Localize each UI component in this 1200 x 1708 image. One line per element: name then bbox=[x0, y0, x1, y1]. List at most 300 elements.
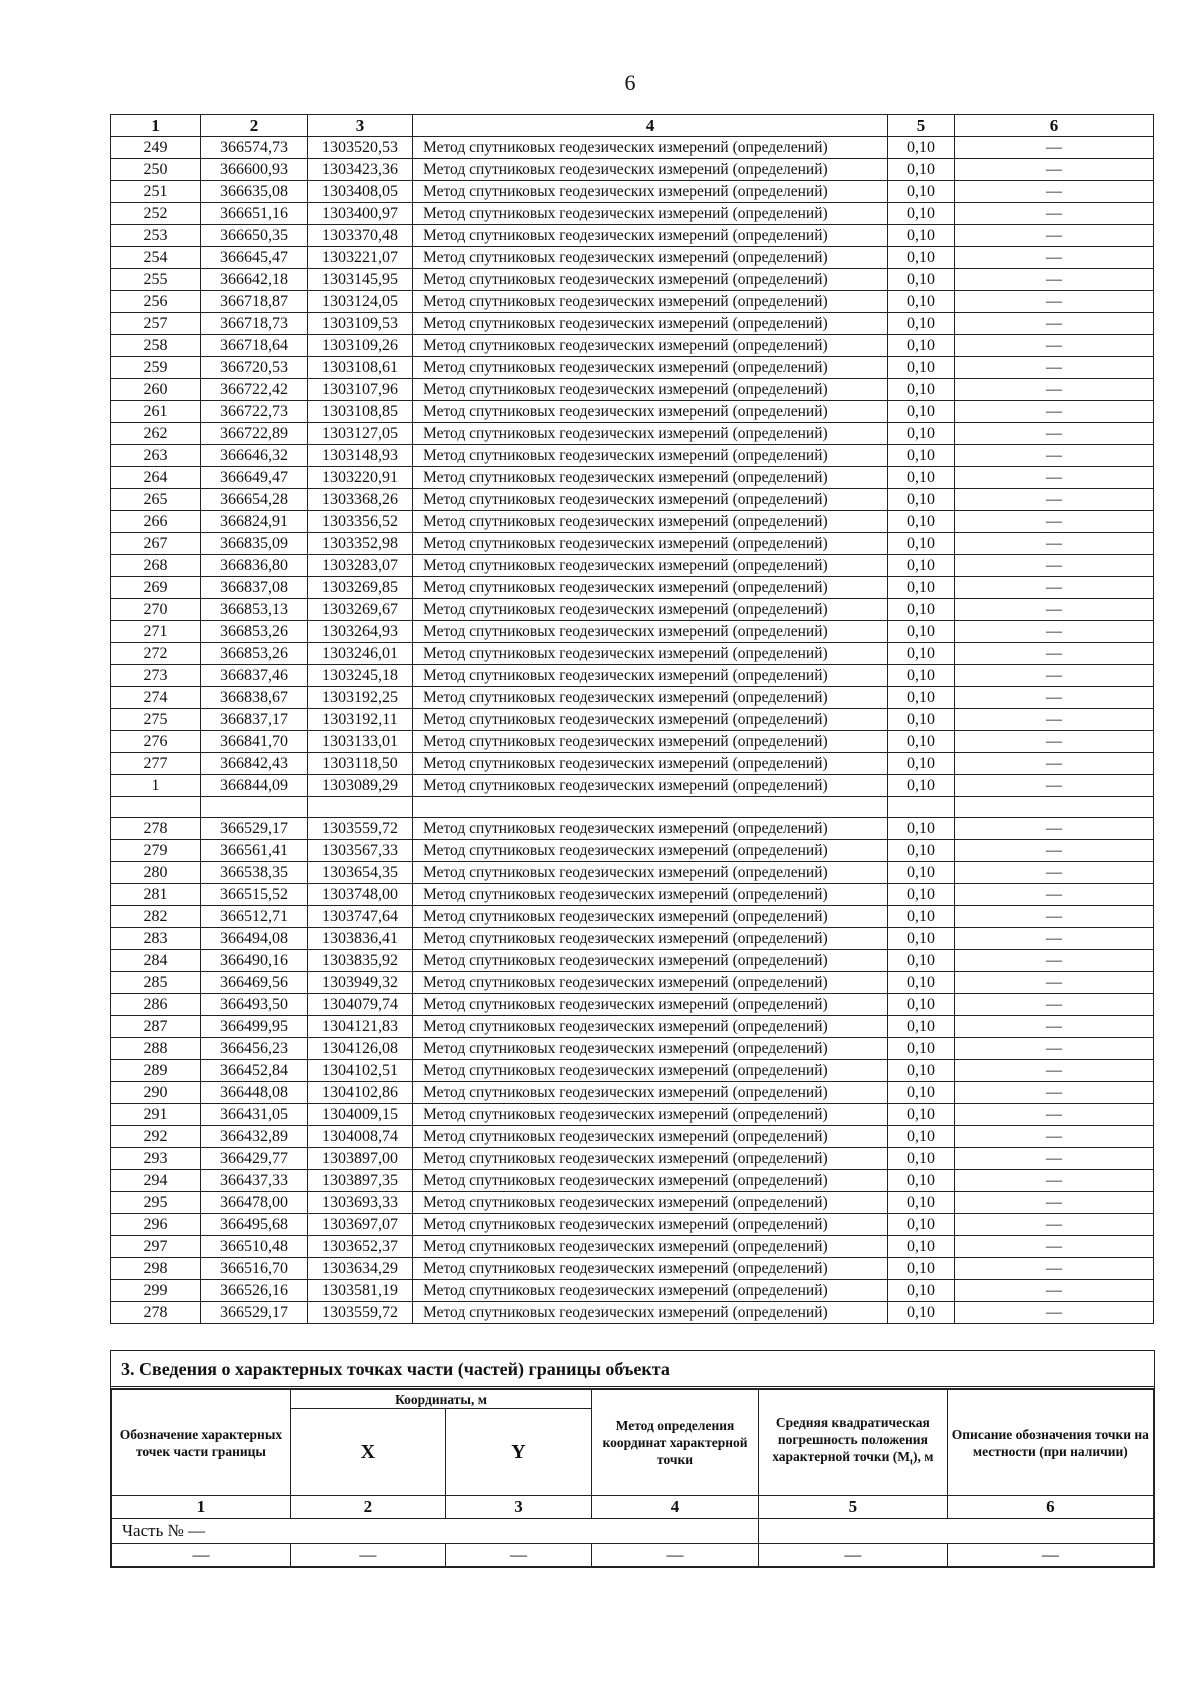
table-row bbox=[111, 709, 1154, 731]
point-number-cell: 1 bbox=[111, 775, 201, 797]
table-row bbox=[111, 1038, 1154, 1060]
part-label: Часть № — bbox=[112, 1519, 759, 1544]
method-cell: Метод спутниковых геодезических измерений (определений) bbox=[413, 994, 888, 1016]
header-cell: 4 bbox=[413, 115, 888, 137]
table-row bbox=[111, 137, 1154, 159]
point-number-cell: 253 bbox=[111, 225, 201, 247]
point-number-cell: 299 bbox=[111, 1280, 201, 1302]
y-coordinate-cell bbox=[308, 797, 413, 818]
x-coordinate-cell: 366837,46 bbox=[201, 665, 308, 687]
point-number-cell: 254 bbox=[111, 247, 201, 269]
table-row bbox=[111, 467, 1154, 489]
col-y: Y bbox=[445, 1409, 591, 1496]
method-cell: Метод спутниковых геодезических измерений (определений) bbox=[413, 1038, 888, 1060]
part-points-table bbox=[111, 1389, 1154, 1567]
x-coordinate-cell: 366841,70 bbox=[201, 731, 308, 753]
method-cell: Метод спутниковых геодезических измерений (определений) bbox=[413, 1016, 888, 1038]
method-cell: Метод спутниковых геодезических измерений (определений) bbox=[413, 467, 888, 489]
x-coordinate-cell: 366649,47 bbox=[201, 467, 308, 489]
x-coordinate-cell: 366722,73 bbox=[201, 401, 308, 423]
y-coordinate-cell: 1303897,00 bbox=[308, 1148, 413, 1170]
x-coordinate-cell: 366718,73 bbox=[201, 313, 308, 335]
x-coordinate-cell: 366490,16 bbox=[201, 950, 308, 972]
error-value-cell: 0,10 bbox=[888, 357, 955, 379]
error-value-cell: 0,10 bbox=[888, 225, 955, 247]
error-value-cell: 0,10 bbox=[888, 643, 955, 665]
column-number: 1 bbox=[112, 1496, 291, 1519]
error-value-cell: 0,10 bbox=[888, 1302, 955, 1324]
x-coordinate-cell: 366452,84 bbox=[201, 1060, 308, 1082]
description-cell: — bbox=[955, 884, 1154, 906]
y-coordinate-cell: 1303221,07 bbox=[308, 247, 413, 269]
section-3-title: 3. Сведения о характерных точках части (частей) границы объекта bbox=[111, 1351, 1154, 1389]
x-coordinate-cell: 366720,53 bbox=[201, 357, 308, 379]
point-number-cell: 292 bbox=[111, 1126, 201, 1148]
error-value-cell: 0,10 bbox=[888, 555, 955, 577]
x-coordinate-cell: 366651,16 bbox=[201, 203, 308, 225]
x-coordinate-cell: 366515,52 bbox=[201, 884, 308, 906]
x-coordinate-cell: 366654,28 bbox=[201, 489, 308, 511]
table-row bbox=[111, 555, 1154, 577]
table-row bbox=[111, 291, 1154, 313]
point-number-cell: 288 bbox=[111, 1038, 201, 1060]
table-row bbox=[111, 247, 1154, 269]
point-number-cell: 285 bbox=[111, 972, 201, 994]
x-coordinate-cell: 366635,08 bbox=[201, 181, 308, 203]
method-cell: Метод спутниковых геодезических измерений (определений) bbox=[413, 643, 888, 665]
table-row bbox=[111, 335, 1154, 357]
x-coordinate-cell: 366842,43 bbox=[201, 753, 308, 775]
error-value-cell: 0,10 bbox=[888, 775, 955, 797]
column-number: 6 bbox=[947, 1496, 1153, 1519]
x-coordinate-cell: 366510,48 bbox=[201, 1236, 308, 1258]
table-row bbox=[111, 225, 1154, 247]
x-coordinate-cell: 366561,41 bbox=[201, 840, 308, 862]
point-number-cell: 276 bbox=[111, 731, 201, 753]
error-value-cell: 0,10 bbox=[888, 994, 955, 1016]
description-cell: — bbox=[955, 621, 1154, 643]
table-row bbox=[111, 643, 1154, 665]
description-cell: — bbox=[955, 1280, 1154, 1302]
description-cell: — bbox=[955, 1236, 1154, 1258]
error-value-cell: 0,10 bbox=[888, 379, 955, 401]
method-cell: Метод спутниковых геодезических измерений (определений) bbox=[413, 621, 888, 643]
description-cell: — bbox=[955, 313, 1154, 335]
table-row bbox=[111, 489, 1154, 511]
description-cell: — bbox=[955, 269, 1154, 291]
error-value-cell: 0,10 bbox=[888, 203, 955, 225]
error-value-cell: 0,10 bbox=[888, 840, 955, 862]
description-cell: — bbox=[955, 225, 1154, 247]
description-cell: — bbox=[955, 994, 1154, 1016]
col-coordinates: Координаты, м bbox=[290, 1390, 591, 1409]
description-cell: — bbox=[955, 137, 1154, 159]
y-coordinate-cell: 1303423,36 bbox=[308, 159, 413, 181]
x-coordinate-cell: 366494,08 bbox=[201, 928, 308, 950]
point-number-cell: 249 bbox=[111, 137, 201, 159]
description-cell: — bbox=[955, 379, 1154, 401]
error-value-cell: 0,10 bbox=[888, 291, 955, 313]
method-cell: Метод спутниковых геодезических измерений (определений) bbox=[413, 357, 888, 379]
description-cell: — bbox=[955, 840, 1154, 862]
y-coordinate-cell: 1303897,35 bbox=[308, 1170, 413, 1192]
error-value-cell: 0,10 bbox=[888, 467, 955, 489]
point-number-cell: 255 bbox=[111, 269, 201, 291]
error-value-cell: 0,10 bbox=[888, 577, 955, 599]
method-cell: Метод спутниковых геодезических измерений (определений) bbox=[413, 401, 888, 423]
x-coordinate-cell: 366431,05 bbox=[201, 1104, 308, 1126]
point-number-cell: 280 bbox=[111, 862, 201, 884]
x-coordinate-cell: 366645,47 bbox=[201, 247, 308, 269]
point-number-cell: 281 bbox=[111, 884, 201, 906]
method-cell: Метод спутниковых геодезических измерений (определений) bbox=[413, 1236, 888, 1258]
x-coordinate-cell: 366429,77 bbox=[201, 1148, 308, 1170]
y-coordinate-cell: 1304008,74 bbox=[308, 1126, 413, 1148]
table-row bbox=[111, 753, 1154, 775]
description-cell: — bbox=[955, 181, 1154, 203]
error-value-cell: 0,10 bbox=[888, 599, 955, 621]
error-value-cell: 0,10 bbox=[888, 137, 955, 159]
y-coordinate-cell: 1303559,72 bbox=[308, 1302, 413, 1324]
col-error: Средняя квадратическая погрешность положения характерной точки $(M_t)$, м bbox=[758, 1390, 947, 1496]
point-number-cell: 271 bbox=[111, 621, 201, 643]
description-cell: — bbox=[955, 950, 1154, 972]
y-coordinate-cell: 1303269,85 bbox=[308, 577, 413, 599]
point-number-cell: 290 bbox=[111, 1082, 201, 1104]
point-number-cell: 259 bbox=[111, 357, 201, 379]
method-cell: Метод спутниковых геодезических измерений (определений) bbox=[413, 555, 888, 577]
point-number-cell: 250 bbox=[111, 159, 201, 181]
point-number-cell: 261 bbox=[111, 401, 201, 423]
method-cell: Метод спутниковых геодезических измерений (определений) bbox=[413, 203, 888, 225]
table-row bbox=[111, 840, 1154, 862]
method-cell: Метод спутниковых геодезических измерений (определений) bbox=[413, 159, 888, 181]
y-coordinate-cell: 1303581,19 bbox=[308, 1280, 413, 1302]
y-coordinate-cell: 1303109,53 bbox=[308, 313, 413, 335]
description-cell: — bbox=[955, 467, 1154, 489]
description-cell: — bbox=[955, 511, 1154, 533]
x-coordinate-cell: 366469,56 bbox=[201, 972, 308, 994]
description-cell: — bbox=[955, 731, 1154, 753]
description-cell: — bbox=[955, 1082, 1154, 1104]
table-row bbox=[111, 1280, 1154, 1302]
col-method: Метод определения координат характерной точки bbox=[592, 1390, 759, 1496]
point-number-cell: 283 bbox=[111, 928, 201, 950]
method-cell: Метод спутниковых геодезических измерений (определений) bbox=[413, 1302, 888, 1324]
header-cell: 1 bbox=[111, 115, 201, 137]
description-cell: — bbox=[955, 489, 1154, 511]
error-value-cell: 0,10 bbox=[888, 950, 955, 972]
description-cell: — bbox=[955, 1192, 1154, 1214]
method-cell: Метод спутниковых геодезических измерений (определений) bbox=[413, 137, 888, 159]
x-coordinate-cell: 366478,00 bbox=[201, 1192, 308, 1214]
description-cell: — bbox=[955, 753, 1154, 775]
col-designation: Обозначение характерных точек части границы bbox=[112, 1390, 291, 1496]
y-coordinate-cell: 1303124,05 bbox=[308, 291, 413, 313]
description-cell: — bbox=[955, 1214, 1154, 1236]
dash-cell: — bbox=[445, 1544, 591, 1567]
table-row bbox=[111, 928, 1154, 950]
description-cell: — bbox=[955, 1038, 1154, 1060]
x-coordinate-cell: 366512,71 bbox=[201, 906, 308, 928]
table-row bbox=[111, 1214, 1154, 1236]
table-row bbox=[111, 1016, 1154, 1038]
method-cell: Метод спутниковых геодезических измерений (определений) bbox=[413, 687, 888, 709]
y-coordinate-cell: 1303127,05 bbox=[308, 423, 413, 445]
method-cell: Метод спутниковых геодезических измерений (определений) bbox=[413, 906, 888, 928]
error-value-cell: 0,10 bbox=[888, 489, 955, 511]
method-cell: Метод спутниковых геодезических измерений (определений) bbox=[413, 291, 888, 313]
y-coordinate-cell: 1303269,67 bbox=[308, 599, 413, 621]
x-coordinate-cell: 366838,67 bbox=[201, 687, 308, 709]
y-coordinate-cell: 1303559,72 bbox=[308, 818, 413, 840]
table-row bbox=[111, 775, 1154, 797]
x-coordinate-cell: 366836,80 bbox=[201, 555, 308, 577]
method-cell: Метод спутниковых геодезических измерений (определений) bbox=[413, 335, 888, 357]
description-cell: — bbox=[955, 203, 1154, 225]
y-coordinate-cell: 1304126,08 bbox=[308, 1038, 413, 1060]
point-number-cell: 266 bbox=[111, 511, 201, 533]
method-cell: Метод спутниковых геодезических измерений (определений) bbox=[413, 225, 888, 247]
header-cell: 3 bbox=[308, 115, 413, 137]
table-row bbox=[111, 1258, 1154, 1280]
y-coordinate-cell: 1303133,01 bbox=[308, 731, 413, 753]
x-coordinate-cell: 366499,95 bbox=[201, 1016, 308, 1038]
table-row bbox=[111, 357, 1154, 379]
description-cell: — bbox=[955, 1258, 1154, 1280]
table-row bbox=[111, 621, 1154, 643]
table-row bbox=[111, 445, 1154, 467]
error-value-cell: 0,10 bbox=[888, 621, 955, 643]
method-cell: Метод спутниковых геодезических измерений (определений) bbox=[413, 818, 888, 840]
y-coordinate-cell: 1303400,97 bbox=[308, 203, 413, 225]
description-cell: — bbox=[955, 1104, 1154, 1126]
description-cell: — bbox=[955, 401, 1154, 423]
description-cell: — bbox=[955, 818, 1154, 840]
x-coordinate-cell: 366493,50 bbox=[201, 994, 308, 1016]
method-cell: Метод спутниковых геодезических измерений (определений) bbox=[413, 269, 888, 291]
y-coordinate-cell: 1303697,07 bbox=[308, 1214, 413, 1236]
dash-cell: — bbox=[592, 1544, 759, 1567]
table-row bbox=[111, 1236, 1154, 1258]
y-coordinate-cell: 1303089,29 bbox=[308, 775, 413, 797]
description-cell: — bbox=[955, 972, 1154, 994]
point-number-cell: 274 bbox=[111, 687, 201, 709]
table-row bbox=[111, 665, 1154, 687]
point-number-cell: 294 bbox=[111, 1170, 201, 1192]
y-coordinate-cell: 1303368,26 bbox=[308, 489, 413, 511]
error-value-cell: 0,10 bbox=[888, 1060, 955, 1082]
method-cell: Метод спутниковых геодезических измерений (определений) bbox=[413, 489, 888, 511]
table-row bbox=[111, 731, 1154, 753]
point-number-cell: 270 bbox=[111, 599, 201, 621]
part-row bbox=[112, 1519, 1154, 1544]
point-number-cell: 297 bbox=[111, 1236, 201, 1258]
method-cell bbox=[413, 797, 888, 818]
description-cell: — bbox=[955, 159, 1154, 181]
x-coordinate-cell: 366646,32 bbox=[201, 445, 308, 467]
description-cell: — bbox=[955, 862, 1154, 884]
table-row bbox=[111, 159, 1154, 181]
table-row bbox=[111, 1192, 1154, 1214]
description-cell: — bbox=[955, 687, 1154, 709]
method-cell: Метод спутниковых геодезических измерений (определений) bbox=[413, 533, 888, 555]
point-number-cell: 296 bbox=[111, 1214, 201, 1236]
error-value-cell: 0,10 bbox=[888, 884, 955, 906]
error-value-cell: 0,10 bbox=[888, 731, 955, 753]
error-value-cell: 0,10 bbox=[888, 1038, 955, 1060]
x-coordinate-cell: 366437,33 bbox=[201, 1170, 308, 1192]
table-row bbox=[111, 994, 1154, 1016]
table-row bbox=[111, 862, 1154, 884]
error-value-cell: 0,10 bbox=[888, 1214, 955, 1236]
x-coordinate-cell: 366432,89 bbox=[201, 1126, 308, 1148]
error-value-cell: 0,10 bbox=[888, 687, 955, 709]
y-coordinate-cell: 1303118,50 bbox=[308, 753, 413, 775]
error-value-cell: 0,10 bbox=[888, 423, 955, 445]
error-value-cell: 0,10 bbox=[888, 335, 955, 357]
description-cell: — bbox=[955, 775, 1154, 797]
y-coordinate-cell: 1303652,37 bbox=[308, 1236, 413, 1258]
point-number-cell: 265 bbox=[111, 489, 201, 511]
point-number-cell: 277 bbox=[111, 753, 201, 775]
table-row bbox=[111, 1170, 1154, 1192]
dash-cell: — bbox=[112, 1544, 291, 1567]
col-description: Описание обозначения точки на местности (при наличии) bbox=[947, 1390, 1153, 1496]
header-cell: 2 bbox=[201, 115, 308, 137]
table-row bbox=[111, 1082, 1154, 1104]
method-cell: Метод спутниковых геодезических измерений (определений) bbox=[413, 884, 888, 906]
point-number-cell: 289 bbox=[111, 1060, 201, 1082]
method-cell: Метод спутниковых геодезических измерений (определений) bbox=[413, 181, 888, 203]
method-cell: Метод спутниковых геодезических измерений (определений) bbox=[413, 709, 888, 731]
error-value-cell: 0,10 bbox=[888, 445, 955, 467]
method-cell: Метод спутниковых геодезических измерений (определений) bbox=[413, 1280, 888, 1302]
method-cell: Метод спутниковых геодезических измерений (определений) bbox=[413, 928, 888, 950]
x-coordinate-cell: 366837,17 bbox=[201, 709, 308, 731]
y-coordinate-cell: 1303634,29 bbox=[308, 1258, 413, 1280]
description-cell: — bbox=[955, 599, 1154, 621]
table-row bbox=[111, 269, 1154, 291]
error-value-cell: 0,10 bbox=[888, 533, 955, 555]
error-value-cell: 0,10 bbox=[888, 511, 955, 533]
y-coordinate-cell: 1303145,95 bbox=[308, 269, 413, 291]
method-cell: Метод спутниковых геодезических измерений (определений) bbox=[413, 1258, 888, 1280]
point-number-cell: 282 bbox=[111, 906, 201, 928]
method-cell: Метод спутниковых геодезических измерений (определений) bbox=[413, 840, 888, 862]
y-coordinate-cell: 1303283,07 bbox=[308, 555, 413, 577]
y-coordinate-cell: 1303192,11 bbox=[308, 709, 413, 731]
error-value-cell: 0,10 bbox=[888, 818, 955, 840]
error-value-cell: 0,10 bbox=[888, 1148, 955, 1170]
table-row bbox=[111, 599, 1154, 621]
description-cell: — bbox=[955, 928, 1154, 950]
error-value-cell: 0,10 bbox=[888, 247, 955, 269]
boundary-points-table bbox=[110, 114, 1154, 1324]
point-number-cell: 275 bbox=[111, 709, 201, 731]
method-cell: Метод спутниковых геодезических измерений (определений) bbox=[413, 379, 888, 401]
y-coordinate-cell: 1303747,64 bbox=[308, 906, 413, 928]
y-coordinate-cell: 1303108,85 bbox=[308, 401, 413, 423]
point-number-cell bbox=[111, 797, 201, 818]
point-number-cell: 256 bbox=[111, 291, 201, 313]
point-number-cell: 291 bbox=[111, 1104, 201, 1126]
table-row bbox=[111, 577, 1154, 599]
y-coordinate-cell: 1303108,61 bbox=[308, 357, 413, 379]
error-value-cell bbox=[888, 797, 955, 818]
method-cell: Метод спутниковых геодезических измерений (определений) bbox=[413, 445, 888, 467]
point-number-cell: 252 bbox=[111, 203, 201, 225]
column-number: 2 bbox=[290, 1496, 445, 1519]
y-coordinate-cell: 1303836,41 bbox=[308, 928, 413, 950]
header-cell: 5 bbox=[888, 115, 955, 137]
y-coordinate-cell: 1303408,05 bbox=[308, 181, 413, 203]
y-coordinate-cell: 1303356,52 bbox=[308, 511, 413, 533]
point-number-cell: 279 bbox=[111, 840, 201, 862]
y-coordinate-cell: 1303264,93 bbox=[308, 621, 413, 643]
x-coordinate-cell: 366574,73 bbox=[201, 137, 308, 159]
x-coordinate-cell: 366650,35 bbox=[201, 225, 308, 247]
description-cell: — bbox=[955, 1302, 1154, 1324]
description-cell: — bbox=[955, 335, 1154, 357]
table-row bbox=[111, 379, 1154, 401]
table-header-row bbox=[111, 115, 1154, 137]
y-coordinate-cell: 1304121,83 bbox=[308, 1016, 413, 1038]
y-coordinate-cell: 1303835,92 bbox=[308, 950, 413, 972]
error-value-cell: 0,10 bbox=[888, 1104, 955, 1126]
table-row bbox=[111, 1302, 1154, 1324]
section-3 bbox=[110, 1350, 1155, 1568]
table-row bbox=[111, 797, 1154, 818]
point-number-cell: 287 bbox=[111, 1016, 201, 1038]
error-value-cell: 0,10 bbox=[888, 906, 955, 928]
error-value-cell: 0,10 bbox=[888, 862, 955, 884]
method-cell: Метод спутниковых геодезических измерений (определений) bbox=[413, 247, 888, 269]
x-coordinate-cell: 366853,26 bbox=[201, 643, 308, 665]
column-number: 5 bbox=[758, 1496, 947, 1519]
table-row bbox=[111, 687, 1154, 709]
y-coordinate-cell: 1303245,18 bbox=[308, 665, 413, 687]
error-value-cell: 0,10 bbox=[888, 159, 955, 181]
y-coordinate-cell: 1303109,26 bbox=[308, 335, 413, 357]
x-coordinate-cell: 366642,18 bbox=[201, 269, 308, 291]
point-number-cell: 262 bbox=[111, 423, 201, 445]
y-coordinate-cell: 1303370,48 bbox=[308, 225, 413, 247]
method-cell: Метод спутниковых геодезических измерений (определений) bbox=[413, 1082, 888, 1104]
point-number-cell: 269 bbox=[111, 577, 201, 599]
error-value-cell: 0,10 bbox=[888, 1192, 955, 1214]
y-coordinate-cell: 1303220,91 bbox=[308, 467, 413, 489]
method-cell: Метод спутниковых геодезических измерений (определений) bbox=[413, 665, 888, 687]
point-number-cell: 273 bbox=[111, 665, 201, 687]
x-coordinate-cell: 366526,16 bbox=[201, 1280, 308, 1302]
method-cell: Метод спутниковых геодезических измерений (определений) bbox=[413, 1214, 888, 1236]
error-value-cell: 0,10 bbox=[888, 181, 955, 203]
x-coordinate-cell: 366529,17 bbox=[201, 1302, 308, 1324]
point-number-cell: 284 bbox=[111, 950, 201, 972]
table-row bbox=[111, 1126, 1154, 1148]
point-number-cell: 263 bbox=[111, 445, 201, 467]
method-cell: Метод спутниковых геодезических измерений (определений) bbox=[413, 972, 888, 994]
description-cell: — bbox=[955, 665, 1154, 687]
description-cell: — bbox=[955, 555, 1154, 577]
x-coordinate-cell: 366835,09 bbox=[201, 533, 308, 555]
method-cell: Метод спутниковых геодезических измерений (определений) bbox=[413, 1060, 888, 1082]
point-number-cell: 257 bbox=[111, 313, 201, 335]
description-cell: — bbox=[955, 357, 1154, 379]
error-value-cell: 0,10 bbox=[888, 709, 955, 731]
header-cell: 6 bbox=[955, 115, 1154, 137]
